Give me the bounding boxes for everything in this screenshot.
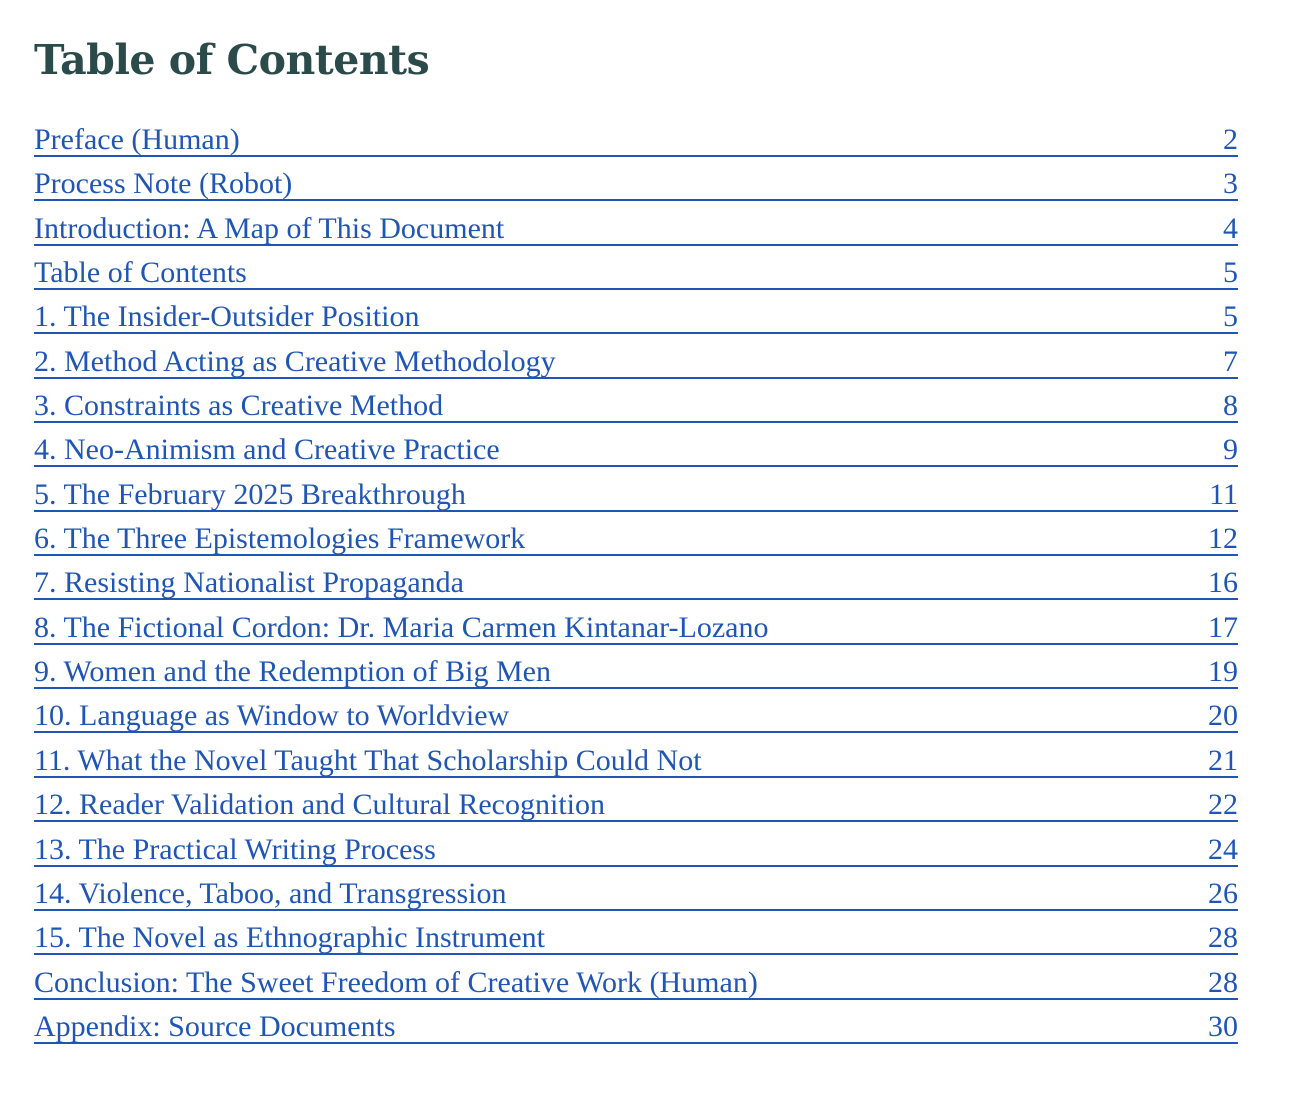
toc-entry (34, 389, 1238, 433)
toc-entry-label: 4. Neo-Animism and Creative Practice (34, 433, 500, 467)
toc-page-number: 19 (1208, 655, 1238, 689)
toc-link[interactable] (34, 877, 1238, 911)
toc-entry (34, 123, 1238, 167)
toc-entry-label: Preface (Human) (34, 123, 240, 156)
toc-entry (34, 788, 1238, 832)
toc-link[interactable] (34, 921, 1238, 955)
toc-entry (34, 699, 1238, 743)
toc-entry (34, 256, 1238, 300)
toc-page-number: 3 (1223, 167, 1238, 201)
toc-page-number: 17 (1208, 610, 1238, 644)
toc-entry-label: 5. The February 2025 Breakthrough (34, 477, 466, 511)
toc-link[interactable] (34, 1010, 1238, 1044)
toc-page-number: 26 (1208, 876, 1238, 910)
toc-entry-label: 12. Reader Validation and Cultural Recognition (34, 788, 605, 822)
toc-entry-label: 9. Women and the Redemption of Big Men (34, 655, 551, 689)
toc-entry (34, 167, 1238, 211)
toc-entry (34, 1010, 1238, 1054)
toc-entry (34, 300, 1238, 344)
toc-entry-label: Table of Contents (34, 256, 247, 290)
toc-entry (34, 921, 1238, 965)
toc-page-number: 24 (1208, 832, 1238, 866)
toc-entry (34, 522, 1238, 566)
toc-link[interactable] (34, 478, 1238, 512)
toc-page-number: 20 (1208, 699, 1238, 733)
toc-link[interactable] (34, 655, 1238, 689)
toc-entry-label: 7. Resisting Nationalist Propaganda (34, 566, 464, 600)
toc-link[interactable] (34, 389, 1238, 423)
toc-link[interactable] (34, 300, 1238, 334)
toc-entry (34, 478, 1238, 522)
toc-page-number: 9 (1223, 433, 1238, 467)
toc-entry-label: 11. What the Novel Taught That Scholarship Could Not (34, 743, 702, 777)
toc-entry-label: Introduction: A Map of This Document (34, 211, 505, 245)
toc-page-number: 5 (1223, 300, 1238, 334)
toc-entry (34, 212, 1238, 256)
toc-entry (34, 877, 1238, 921)
toc-entry-label: Conclusion: The Sweet Freedom of Creative Work (Human) (34, 965, 758, 999)
toc-page-number: 8 (1223, 389, 1238, 423)
toc-page-number: 12 (1208, 522, 1238, 556)
toc-link[interactable] (34, 212, 1238, 246)
toc-page-number: 28 (1208, 965, 1238, 999)
toc-link[interactable] (34, 788, 1238, 822)
toc-entry-label: Process Note (Robot) (34, 167, 293, 201)
toc-link[interactable] (34, 566, 1238, 600)
toc-page-number: 11 (1209, 477, 1238, 511)
toc-link[interactable] (34, 345, 1238, 379)
toc-link[interactable] (34, 833, 1238, 867)
toc-page (34, 0, 1238, 1043)
toc-entry (34, 345, 1238, 389)
toc-entry-label: 10. Language as Window to Worldview (34, 699, 510, 733)
toc-entry-label: 3. Constraints as Creative Method (34, 389, 444, 423)
toc-page-number: 21 (1208, 743, 1238, 777)
toc-list (34, 123, 1238, 1054)
toc-entry (34, 744, 1238, 788)
toc-entry (34, 566, 1238, 610)
toc-page-number: 2 (1223, 123, 1238, 156)
toc-page-number: 4 (1223, 211, 1238, 245)
toc-link[interactable] (34, 167, 1238, 201)
toc-entry-label: 13. The Practical Writing Process (34, 832, 436, 866)
toc-entry-label: 1. The Insider-Outsider Position (34, 300, 420, 334)
toc-page-number: 30 (1208, 1009, 1238, 1043)
toc-link[interactable] (34, 699, 1238, 733)
toc-entry-label: Appendix: Source Documents (34, 1009, 396, 1043)
toc-entry-label: 15. The Novel as Ethnographic Instrument (34, 921, 545, 955)
toc-link[interactable] (34, 256, 1238, 290)
toc-entry (34, 611, 1238, 655)
toc-entry (34, 966, 1238, 1010)
toc-entry-label: 2. Method Acting as Creative Methodology (34, 344, 556, 378)
toc-link[interactable] (34, 744, 1238, 778)
toc-page-number: 7 (1223, 344, 1238, 378)
toc-link[interactable] (34, 966, 1238, 1000)
toc-entry-label: 6. The Three Epistemologies Framework (34, 522, 526, 556)
toc-link[interactable] (34, 611, 1238, 645)
toc-page-number: 28 (1208, 921, 1238, 955)
toc-page-number: 16 (1208, 566, 1238, 600)
toc-entry (34, 833, 1238, 877)
toc-link[interactable] (34, 433, 1238, 467)
toc-link[interactable] (34, 522, 1238, 556)
toc-link[interactable] (34, 123, 1238, 157)
toc-page-number: 5 (1223, 256, 1238, 290)
toc-entry-label: 14. Violence, Taboo, and Transgression (34, 876, 507, 910)
page-title: Table of Contents (34, 36, 430, 84)
toc-entry-label: 8. The Fictional Cordon: Dr. Maria Carmen Kintanar-Lozano (34, 610, 769, 644)
toc-entry (34, 433, 1238, 477)
toc-entry (34, 655, 1238, 699)
toc-page-number: 22 (1208, 788, 1238, 822)
